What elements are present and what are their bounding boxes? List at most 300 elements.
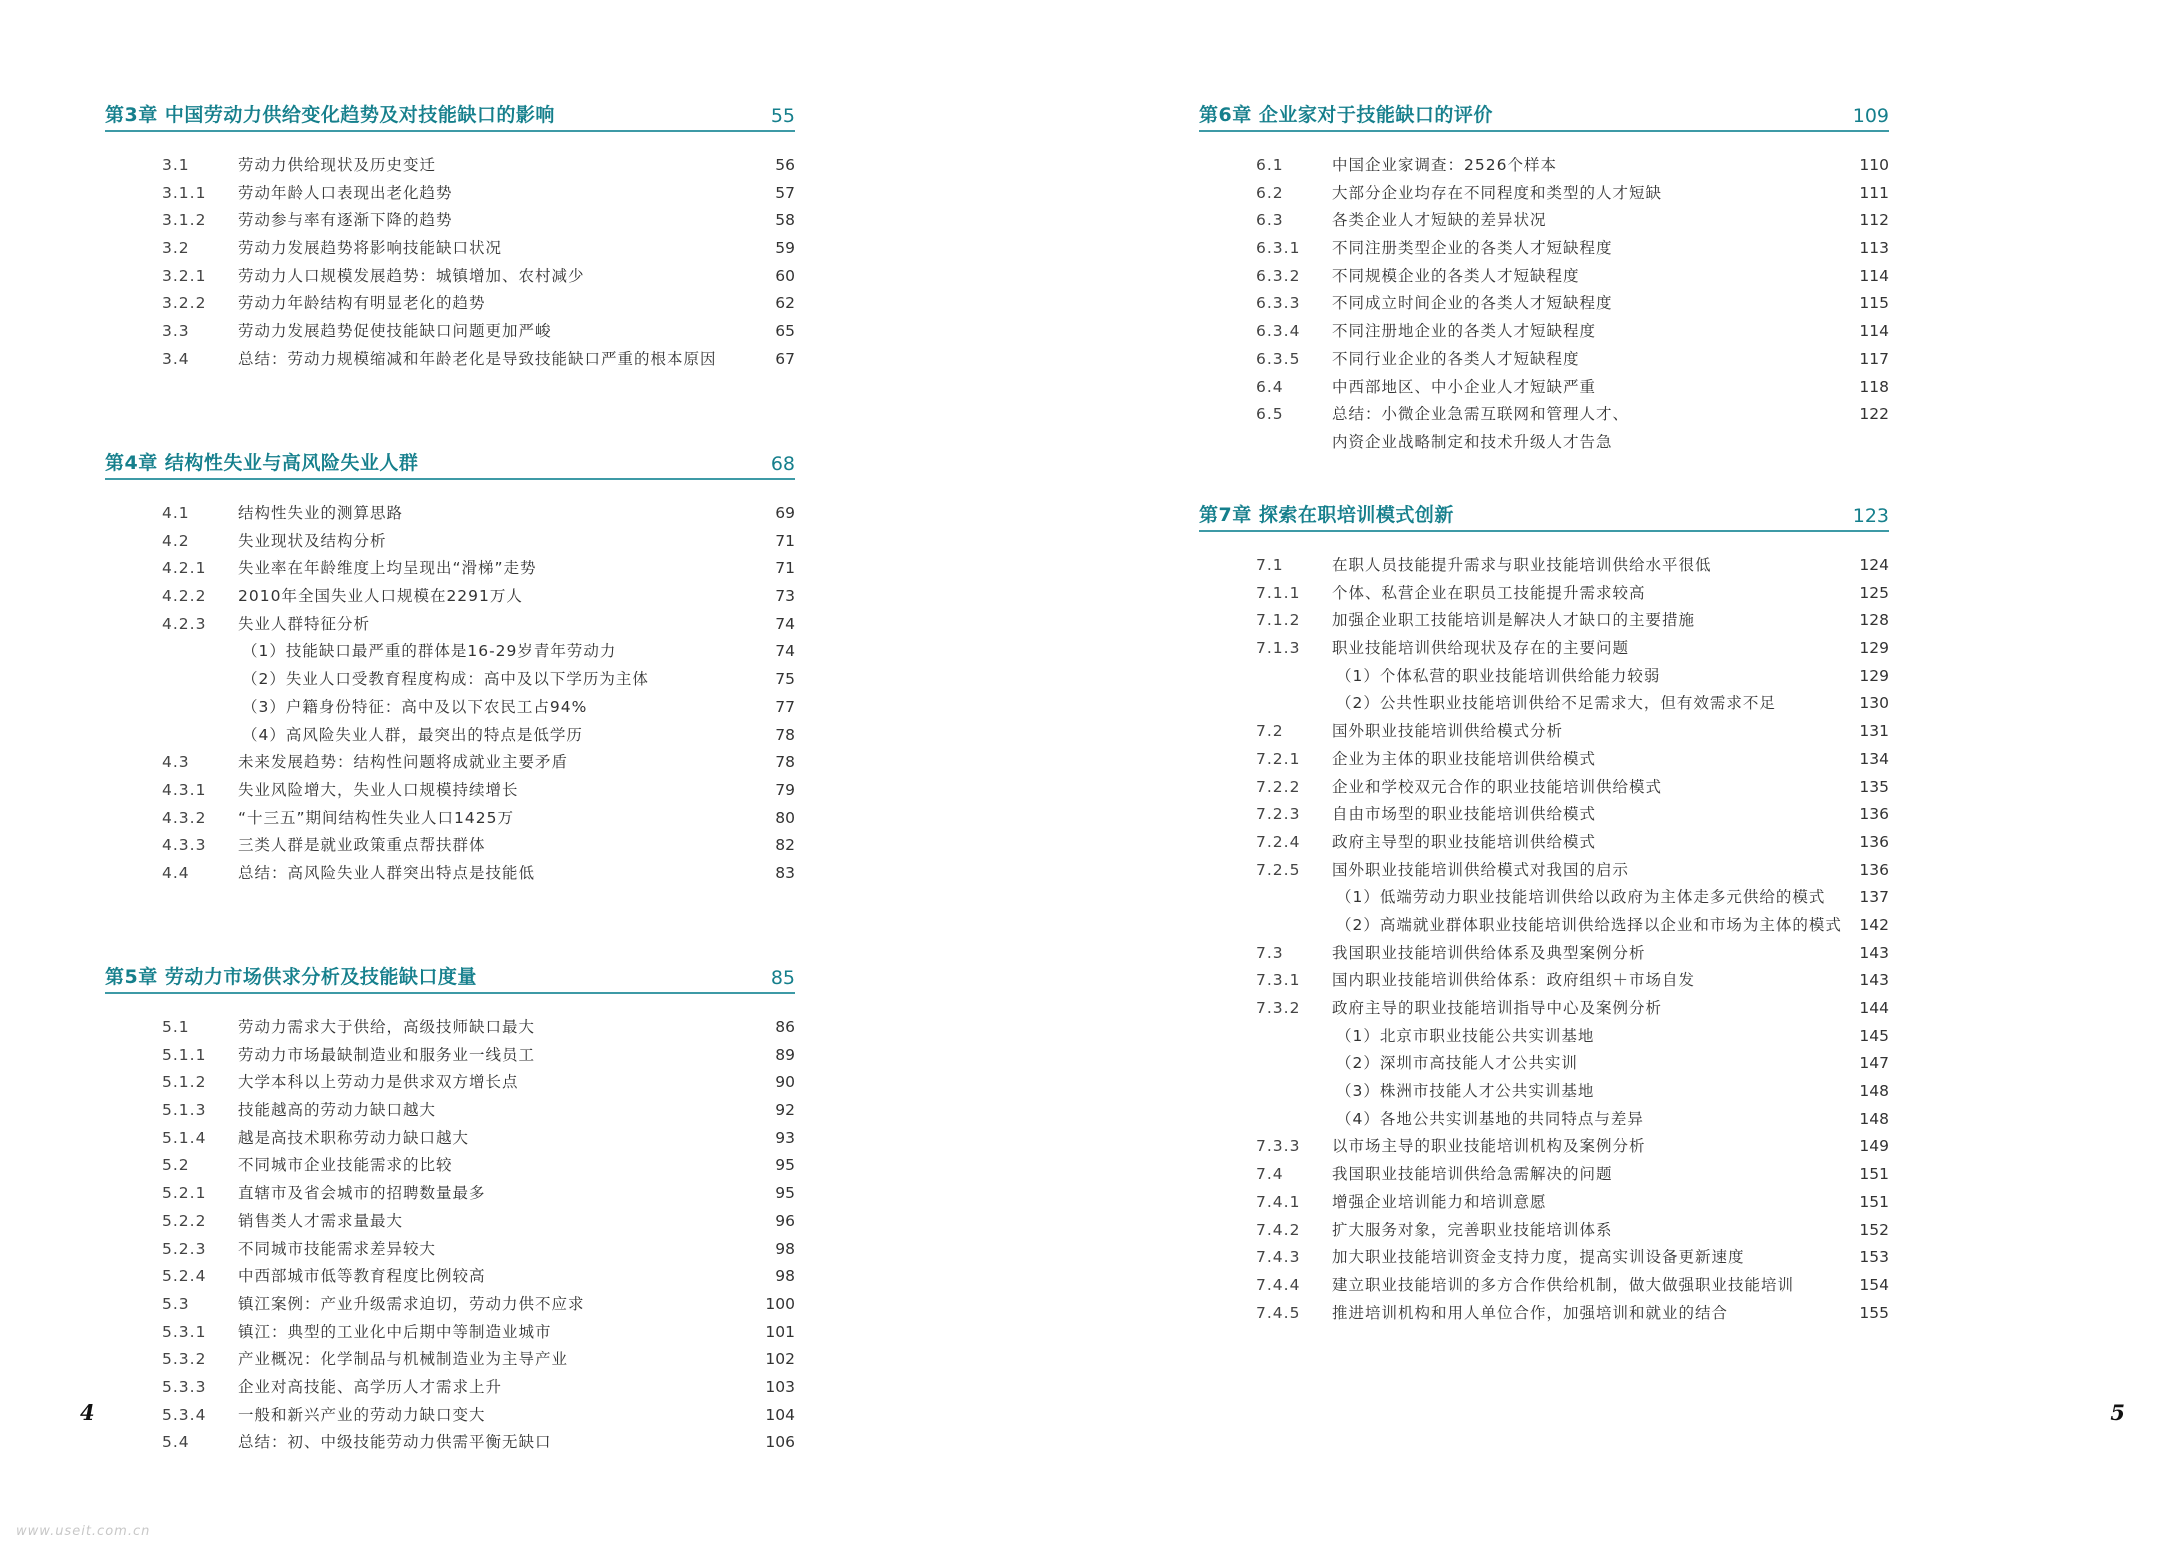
toc-entry-title: 结构性失业的测算思路	[238, 504, 404, 522]
toc-entry-number: 3.1.1	[162, 183, 207, 202]
toc-entry-page: 117	[1859, 349, 1889, 368]
toc-entry	[1199, 1244, 1889, 1272]
chapter-title: 第5章 劳动力市场供求分析及技能缺口度量	[105, 966, 477, 988]
toc-entry-title: 失业率在年龄维度上均呈现出“滑梯”走势	[238, 559, 537, 578]
toc-entry-number: 5.1.3	[162, 1101, 207, 1120]
toc-entry-page: 59	[775, 239, 795, 258]
toc-entry-page: 74	[775, 642, 795, 661]
chapter-heading	[105, 448, 795, 480]
chapter-heading	[105, 962, 795, 994]
toc-entry-number: 6.2	[1256, 183, 1284, 202]
toc-entry	[1199, 801, 1889, 829]
toc-entry	[105, 666, 795, 694]
toc-entry	[1199, 967, 1889, 995]
toc-entry-title: 中西部城市低等教育程度比例较高	[238, 1267, 486, 1286]
toc-entry	[1199, 857, 1889, 885]
toc-entry-number: 3.2	[162, 239, 190, 258]
toc-entry-page: 129	[1859, 666, 1889, 685]
toc-entry	[105, 263, 795, 291]
toc-entry-number: 6.3.1	[1256, 239, 1301, 258]
toc-entry	[105, 1208, 795, 1236]
toc-entry-title: 企业和学校双元合作的职业技能培训供给模式	[1332, 777, 1663, 796]
chapter-title: 第3章 中国劳动力供给变化趋势及对技能缺口的影响	[105, 104, 555, 126]
toc-entry-title: 大学本科以上劳动力是供求双方增长点	[238, 1073, 519, 1092]
toc-entry	[1199, 1106, 1889, 1134]
toc-entry-number: 3.2.1	[162, 266, 207, 285]
toc-entry	[105, 1346, 795, 1374]
toc-entry-title: （1）北京市职业技能公共实训基地	[1336, 1026, 1595, 1045]
toc-entry-number: 6.3.3	[1256, 294, 1301, 313]
toc-entry-number: 4.2	[162, 531, 190, 550]
toc-entry-number: 6.3	[1256, 211, 1284, 230]
toc-entry-number: 7.4.3	[1256, 1248, 1301, 1267]
toc-entry-page: 143	[1859, 943, 1889, 962]
toc-entry-title: 大部分企业均存在不同程度和类型的人才短缺	[1332, 183, 1663, 202]
toc-entry-page: 95	[775, 1156, 795, 1175]
toc-entry	[105, 1125, 795, 1153]
toc-entry	[105, 749, 795, 777]
toc-entry	[1199, 746, 1889, 774]
toc-entry	[1199, 1217, 1889, 1245]
toc-entry-page: 131	[1859, 722, 1889, 741]
toc-entry	[105, 1097, 795, 1125]
toc-entry	[1199, 1300, 1889, 1328]
toc-entry-number: 7.3	[1256, 943, 1284, 962]
toc-entry-title: 企业为主体的职业技能培训供给模式	[1332, 749, 1597, 768]
toc-entry	[1199, 401, 1889, 429]
chapter-title: 第6章 企业家对于技能缺口的评价	[1199, 104, 1493, 126]
toc-entry-list	[105, 1014, 795, 1457]
toc-entry	[105, 1069, 795, 1097]
toc-entry-page: 135	[1859, 777, 1889, 796]
toc-entry-title: 中西部地区、中小企业人才短缺严重	[1332, 377, 1597, 396]
toc-entry	[105, 318, 795, 346]
chapter-page-number: 55	[770, 105, 795, 127]
toc-entry-number: 7.1	[1256, 556, 1284, 574]
toc-entry-number: 4.3.3	[162, 836, 207, 855]
toc-entry	[105, 180, 795, 208]
toc-entry	[105, 777, 795, 805]
toc-entry-number: 6.3.5	[1256, 349, 1301, 368]
chapter-heading	[1199, 500, 1889, 532]
toc-entry-page: 78	[775, 753, 795, 772]
toc-entry-title: 劳动力年龄结构有明显老化的趋势	[238, 294, 486, 313]
toc-entry-number: 7.1.3	[1256, 639, 1301, 658]
toc-entry	[105, 583, 795, 611]
right-page	[1091, 0, 2183, 1543]
toc-entry-number: 5.1.1	[162, 1045, 207, 1064]
toc-entry-title: 越是高技术职称劳动力缺口越大	[238, 1128, 470, 1147]
toc-entry-page: 69	[775, 504, 795, 522]
toc-entry-number: 7.2.4	[1256, 832, 1301, 851]
toc-entry-page: 77	[775, 697, 795, 716]
toc-entry-title: 总结：小微企业急需互联网和管理人才、	[1332, 405, 1630, 424]
toc-entry-title: 不同城市技能需求差异较大	[238, 1239, 437, 1258]
toc-entry-title: “十三五”期间结构性失业人口1425万	[238, 808, 515, 827]
toc-entry	[105, 1180, 795, 1208]
page-number-right: 5	[2110, 1400, 2125, 1425]
toc-entry-title: 增强企业培训能力和培训意愿	[1332, 1192, 1547, 1211]
toc-entry-title: 国外职业技能培训供给模式分析	[1332, 722, 1564, 741]
toc-entry-title: 劳动力人口规模发展趋势：城镇增加、农村减少	[238, 266, 585, 285]
toc-entry	[1199, 552, 1889, 580]
toc-entry	[105, 722, 795, 750]
toc-entry	[105, 555, 795, 583]
toc-entry-list	[1199, 152, 1889, 457]
toc-entry-page: 152	[1859, 1220, 1889, 1239]
toc-entry	[1199, 346, 1889, 374]
toc-entry	[105, 1263, 795, 1291]
toc-entry	[1199, 1272, 1889, 1300]
toc-entry-page: 151	[1859, 1165, 1889, 1184]
toc-entry-title: 建立职业技能培训的多方合作供给机制，做大做强职业技能培训	[1332, 1275, 1795, 1294]
toc-entry-page: 67	[775, 349, 795, 368]
toc-entry-title: 总结：初、中级技能劳动力供需平衡无缺口	[238, 1433, 552, 1452]
toc-entry-number: 5.3	[162, 1294, 190, 1313]
toc-entry-page: 136	[1859, 805, 1889, 824]
toc-entry-number: 7.3.1	[1256, 971, 1301, 990]
toc-entry	[1199, 290, 1889, 318]
toc-entry-page: 148	[1859, 1082, 1889, 1101]
toc-entry-page: 74	[775, 614, 795, 633]
toc-entry-number: 6.3.4	[1256, 322, 1301, 341]
toc-entry-page: 98	[775, 1239, 795, 1258]
toc-entry-title: 2010年全国失业人口规模在2291万人	[238, 587, 523, 606]
toc-entry-title: 在职人员技能提升需求与职业技能培训供给水平很低	[1332, 556, 1712, 574]
toc-entry-title: 国外职业技能培训供给模式对我国的启示	[1332, 860, 1630, 879]
toc-entry-title: （2）失业人口受教育程度构成：高中及以下学历为主体	[242, 670, 649, 689]
toc-entry-page: 100	[765, 1294, 795, 1313]
toc-entry-number: 5.3.4	[162, 1405, 207, 1424]
toc-entry-page: 101	[765, 1322, 795, 1341]
toc-entry-page: 153	[1859, 1248, 1889, 1267]
toc-entry-number: 4.1	[162, 504, 190, 522]
toc-entry-number: 7.2.2	[1256, 777, 1301, 796]
toc-entry	[1199, 207, 1889, 235]
toc-entry-number: 7.4.4	[1256, 1275, 1301, 1294]
toc-entry	[1199, 152, 1889, 180]
toc-entry-title: 镇江案例：产业升级需求迫切，劳动力供不应求	[238, 1294, 585, 1313]
toc-entry-page: 89	[775, 1045, 795, 1064]
toc-entry	[1199, 635, 1889, 663]
toc-entry-page: 83	[775, 863, 795, 882]
toc-entry	[1199, 1078, 1889, 1106]
toc-entry-title: 劳动力发展趋势促使技能缺口问题更加严峻	[238, 322, 552, 341]
toc-entry-title: （3）株洲市技能人才公共实训基地	[1336, 1082, 1595, 1101]
toc-entry-page: 75	[775, 670, 795, 689]
toc-entry-number: 5.2.3	[162, 1239, 207, 1258]
chapter-4-section	[105, 448, 795, 888]
toc-entry-title: 技能越高的劳动力缺口越大	[238, 1101, 437, 1120]
toc-entry-page: 112	[1859, 211, 1889, 230]
toc-entry-page: 106	[765, 1433, 795, 1452]
toc-entry-page: 136	[1859, 832, 1889, 851]
toc-entry-page: 90	[775, 1073, 795, 1092]
toc-entry-page: 137	[1859, 888, 1889, 907]
toc-entry-number: 6.1	[1256, 156, 1284, 174]
toc-entry-page: 104	[765, 1405, 795, 1424]
toc-entry-title: 国内职业技能培训供给体系：政府组织＋市场自发	[1332, 971, 1696, 990]
toc-entry-title: 失业人群特征分析	[238, 614, 371, 633]
toc-entry-title: 不同注册地企业的各类人才短缺程度	[1332, 322, 1597, 341]
toc-entry-title: 不同城市企业技能需求的比较	[238, 1156, 453, 1175]
toc-entry-number: 7.2.3	[1256, 805, 1301, 824]
toc-entry	[1199, 429, 1889, 457]
page-number-left: 4	[80, 1400, 95, 1425]
toc-entry-title: 劳动力供给现状及历史变迁	[238, 156, 437, 174]
toc-entry-number: 7.4.1	[1256, 1192, 1301, 1211]
toc-entry-page: 148	[1859, 1109, 1889, 1128]
toc-entry-number: 5.1.2	[162, 1073, 207, 1092]
chapter-page-number: 123	[1852, 505, 1889, 527]
toc-entry-page: 145	[1859, 1026, 1889, 1045]
toc-entry-number: 5.3.3	[162, 1377, 207, 1396]
toc-entry-page: 57	[775, 183, 795, 202]
toc-entry	[1199, 263, 1889, 291]
toc-entry	[1199, 829, 1889, 857]
toc-entry-number: 5.3.1	[162, 1322, 207, 1341]
toc-entry-number: 7.1.2	[1256, 611, 1301, 630]
toc-entry	[105, 638, 795, 666]
toc-entry-page: 154	[1859, 1275, 1889, 1294]
toc-entry-page: 149	[1859, 1137, 1889, 1156]
toc-entry-title: 劳动力需求大于供给，高级技师缺口最大	[238, 1018, 536, 1036]
toc-entry	[1199, 884, 1889, 912]
toc-entry-page: 147	[1859, 1054, 1889, 1073]
toc-entry-title: 各类企业人才短缺的差异状况	[1332, 211, 1547, 230]
toc-entry	[105, 611, 795, 639]
toc-entry-title: （4）高风险失业人群，最突出的特点是低学历	[242, 725, 583, 744]
toc-entry-title: 加大职业技能培训资金支持力度，提高实训设备更新速度	[1332, 1248, 1745, 1267]
toc-entry-title: 职业技能培训供给现状及存在的主要问题	[1332, 639, 1630, 658]
toc-entry	[105, 1042, 795, 1070]
toc-entry-number: 3.1.2	[162, 211, 207, 230]
toc-entry-page: 86	[775, 1018, 795, 1036]
toc-entry	[1199, 1023, 1889, 1051]
toc-entry-page: 130	[1859, 694, 1889, 713]
toc-entry	[1199, 580, 1889, 608]
toc-entry	[1199, 663, 1889, 691]
toc-entry-title: 内资企业战略制定和技术升级人才告急	[1332, 432, 1613, 451]
toc-entry-page: 113	[1859, 239, 1889, 258]
chapter-title: 第7章 探索在职培训模式创新	[1199, 504, 1454, 526]
toc-entry	[105, 235, 795, 263]
toc-entry	[105, 1152, 795, 1180]
toc-entry-number: 7.3.2	[1256, 999, 1301, 1017]
toc-entry-page: 60	[775, 266, 795, 285]
toc-entry	[1199, 912, 1889, 940]
chapter-page-number: 85	[770, 967, 795, 989]
toc-entry	[1199, 690, 1889, 718]
toc-entry-title: 产业概况：化学制品与机械制造业为主导产业	[238, 1350, 569, 1369]
toc-entry-page: 114	[1859, 266, 1889, 285]
toc-entry-list	[105, 152, 795, 374]
toc-entry	[105, 832, 795, 860]
toc-entry	[105, 346, 795, 374]
toc-entry	[105, 1402, 795, 1430]
chapter-5-section	[105, 962, 795, 1457]
toc-entry	[105, 860, 795, 888]
toc-entry-number: 3.2.2	[162, 294, 207, 313]
toc-entry-title: 镇江：典型的工业化中后期中等制造业城市	[238, 1322, 552, 1341]
toc-entry-title: 不同规模企业的各类人才短缺程度	[1332, 266, 1580, 285]
toc-entry-title: 未来发展趋势：结构性问题将成就业主要矛盾	[238, 753, 569, 772]
toc-entry-title: 总结：劳动力规模缩减和年龄老化是导致技能缺口严重的根本原因	[238, 349, 717, 368]
toc-entry	[105, 207, 795, 235]
toc-entry-number: 5.2.1	[162, 1184, 207, 1203]
toc-entry-number: 4.2.1	[162, 559, 207, 578]
toc-entry-page: 115	[1859, 294, 1889, 313]
toc-entry-title: 政府主导型的职业技能培训供给模式	[1332, 832, 1597, 851]
toc-entry-title: 以市场主导的职业技能培训机构及案例分析	[1332, 1137, 1646, 1156]
toc-entry	[105, 290, 795, 318]
toc-entry-number: 3.3	[162, 322, 190, 341]
toc-entry-list	[1199, 552, 1889, 1327]
toc-entry	[105, 1014, 795, 1042]
toc-entry-title: 推进培训机构和用人单位合作，加强培训和就业的结合	[1332, 1303, 1729, 1322]
toc-entry-page: 82	[775, 836, 795, 855]
toc-entry-page: 128	[1859, 611, 1889, 630]
chapter-page-number: 109	[1852, 105, 1889, 127]
toc-entry-title: 政府主导的职业技能培训指导中心及案例分析	[1332, 999, 1663, 1017]
toc-entry-number: 4.2.2	[162, 587, 207, 606]
toc-entry-title: （1）低端劳动力职业技能培训供给以政府为主体走多元供给的模式	[1336, 888, 1826, 907]
toc-entry	[105, 500, 795, 528]
toc-entry	[105, 1374, 795, 1402]
toc-entry-number: 7.4.5	[1256, 1303, 1301, 1322]
toc-entry-page: 92	[775, 1101, 795, 1120]
chapter-heading	[1199, 100, 1889, 132]
toc-entry	[1199, 374, 1889, 402]
toc-entry-title: （3）户籍身份特征：高中及以下农民工占94%	[242, 697, 588, 716]
toc-entry-number: 6.4	[1256, 377, 1284, 396]
toc-entry-number: 5.1	[162, 1018, 190, 1036]
toc-entry-title: 劳动力发展趋势将影响技能缺口状况	[238, 239, 503, 258]
toc-entry-number: 7.4.2	[1256, 1220, 1301, 1239]
toc-entry	[105, 694, 795, 722]
toc-entry-page: 71	[775, 531, 795, 550]
toc-entry-number: 5.3.2	[162, 1350, 207, 1369]
toc-entry-page: 144	[1859, 999, 1889, 1017]
toc-entry	[105, 1236, 795, 1264]
toc-entry-title: 劳动年龄人口表现出老化趋势	[238, 183, 453, 202]
toc-entry	[1199, 774, 1889, 802]
toc-entry-title: 企业对高技能、高学历人才需求上升	[238, 1377, 503, 1396]
toc-entry	[105, 528, 795, 556]
toc-entry-page: 65	[775, 322, 795, 341]
toc-entry-title: （4）各地公共实训基地的共同特点与差异	[1336, 1109, 1644, 1128]
toc-entry	[1199, 318, 1889, 346]
toc-entry-number: 7.2	[1256, 722, 1284, 741]
chapter-heading	[105, 100, 795, 132]
toc-entry-page: 134	[1859, 749, 1889, 768]
toc-entry	[105, 805, 795, 833]
toc-entry-number: 4.3.2	[162, 808, 207, 827]
toc-entry-page: 151	[1859, 1192, 1889, 1211]
toc-entry-title: 劳动力市场最缺制造业和服务业一线员工	[238, 1045, 536, 1064]
toc-entry-title: 一般和新兴产业的劳动力缺口变大	[238, 1405, 486, 1424]
toc-entry-number: 4.4	[162, 863, 190, 882]
toc-entry-page: 103	[765, 1377, 795, 1396]
toc-entry-page: 142	[1859, 915, 1889, 934]
toc-entry-page: 62	[775, 294, 795, 313]
toc-entry-page: 124	[1859, 556, 1889, 574]
toc-entry-page: 71	[775, 559, 795, 578]
toc-entry-title: 扩大服务对象，完善职业技能培训体系	[1332, 1220, 1613, 1239]
toc-entry-page: 95	[775, 1184, 795, 1203]
toc-entry-title: 中国企业家调查：2526个样本	[1332, 156, 1557, 174]
toc-entry-title: （2）深圳市高技能人才公共实训	[1336, 1054, 1578, 1073]
toc-entry-title: 劳动参与率有逐渐下降的趋势	[238, 211, 453, 230]
toc-entry-page: 111	[1859, 183, 1889, 202]
watermark-text: www.useit.com.cn	[16, 1524, 151, 1539]
toc-entry-title: 我国职业技能培训供给急需解决的问题	[1332, 1165, 1613, 1184]
toc-entry-number: 7.4	[1256, 1165, 1284, 1184]
toc-entry-title: 总结：高风险失业人群突出特点是技能低	[238, 863, 536, 882]
toc-entry-page: 73	[775, 587, 795, 606]
toc-entry-number: 6.3.2	[1256, 266, 1301, 285]
toc-entry	[1199, 235, 1889, 263]
chapter-6-section	[1199, 100, 1889, 457]
toc-entry-page: 155	[1859, 1303, 1889, 1322]
toc-entry	[1199, 607, 1889, 635]
toc-entry-page: 79	[775, 780, 795, 799]
toc-entry-number: 7.2.5	[1256, 860, 1301, 879]
toc-entry	[1199, 940, 1889, 968]
toc-entry-number: 5.2.2	[162, 1211, 207, 1230]
toc-entry-title: 失业风险增大，失业人口规模持续增长	[238, 780, 519, 799]
toc-entry-title: 失业现状及结构分析	[238, 531, 387, 550]
toc-entry-page: 93	[775, 1128, 795, 1147]
toc-entry	[105, 1429, 795, 1457]
toc-entry-title: 个体、私营企业在职员工技能提升需求较高	[1332, 583, 1646, 602]
toc-entry-page: 118	[1859, 377, 1889, 396]
toc-entry-number: 7.1.1	[1256, 583, 1301, 602]
toc-entry-page: 58	[775, 211, 795, 230]
toc-entry-page: 110	[1859, 156, 1889, 174]
toc-entry-number: 5.1.4	[162, 1128, 207, 1147]
toc-entry-page: 80	[775, 808, 795, 827]
toc-entry-title: 自由市场型的职业技能培训供给模式	[1332, 805, 1597, 824]
left-page	[0, 0, 1091, 1543]
toc-entry	[105, 152, 795, 180]
toc-entry	[1199, 1189, 1889, 1217]
toc-entry-title: 不同注册类型企业的各类人才短缺程度	[1332, 239, 1613, 258]
toc-entry-title: 不同行业企业的各类人才短缺程度	[1332, 349, 1580, 368]
toc-entry	[1199, 1133, 1889, 1161]
toc-entry-title: 直辖市及省会城市的招聘数量最多	[238, 1184, 486, 1203]
toc-entry-page: 129	[1859, 639, 1889, 658]
toc-entry	[1199, 1161, 1889, 1189]
toc-entry-page: 114	[1859, 322, 1889, 341]
toc-entry-number: 3.1	[162, 156, 190, 174]
toc-entry-title: 加强企业职工技能培训是解决人才缺口的主要措施	[1332, 611, 1696, 630]
toc-entry	[105, 1291, 795, 1319]
toc-entry	[1199, 180, 1889, 208]
toc-entry-page: 56	[775, 156, 795, 174]
toc-entry-number: 6.5	[1256, 405, 1284, 424]
toc-entry	[1199, 995, 1889, 1023]
toc-entry-number: 3.4	[162, 349, 190, 368]
toc-entry-title: 不同成立时间企业的各类人才短缺程度	[1332, 294, 1613, 313]
toc-entry	[1199, 1050, 1889, 1078]
toc-entry-number: 4.3.1	[162, 780, 207, 799]
toc-entry-page: 143	[1859, 971, 1889, 990]
chapter-title: 第4章 结构性失业与高风险失业人群	[105, 452, 419, 474]
toc-entry-title: （1）技能缺口最严重的群体是16-29岁青年劳动力	[242, 642, 617, 661]
toc-entry-page: 122	[1859, 405, 1889, 424]
toc-entry-page: 136	[1859, 860, 1889, 879]
